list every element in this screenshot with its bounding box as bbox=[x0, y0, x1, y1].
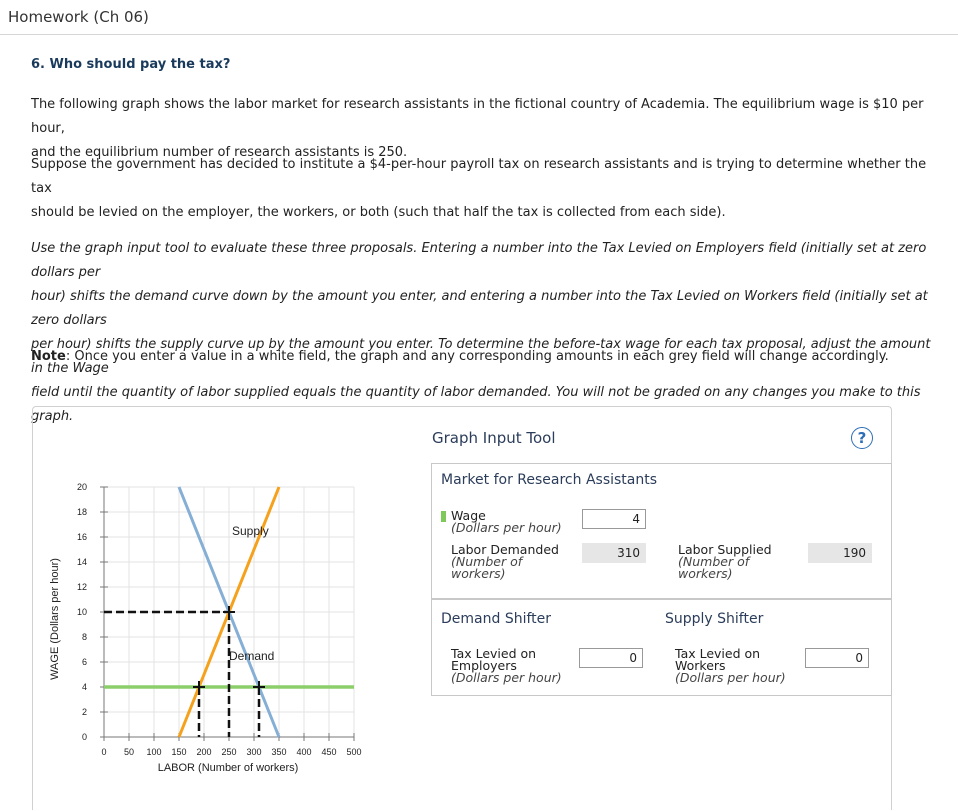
paragraph-line: Use the graph input tool to evaluate these three proposals. Entering a number into the Tax Levied on Employers field (initially set at zero dollars per bbox=[31, 241, 927, 280]
x-tick-label: 100 bbox=[146, 747, 162, 757]
help-icon[interactable]: ? bbox=[851, 427, 873, 449]
labor-supplied-label-group bbox=[678, 544, 772, 580]
labor-supplied-unit-1: (Number of bbox=[678, 554, 750, 569]
question-title: 6. Who should pay the tax? bbox=[31, 57, 231, 72]
supply-shifter-title: Supply Shifter bbox=[665, 611, 764, 627]
y-tick-label: 6 bbox=[81, 657, 87, 667]
labor-demanded-value: 310 bbox=[582, 543, 646, 563]
labor-demanded-unit-1: (Number of bbox=[451, 554, 523, 569]
y-tick-label: 8 bbox=[81, 632, 87, 642]
wage-label: Wage bbox=[451, 508, 486, 523]
graph-input-figure bbox=[32, 406, 892, 810]
x-tick-label: 150 bbox=[171, 747, 187, 757]
labor-demanded-label-group bbox=[451, 544, 559, 580]
x-tick-label: 450 bbox=[321, 747, 337, 757]
employer-tax-unit: (Dollars per hour) bbox=[451, 670, 562, 685]
employer-tax-label-1: Tax Levied on bbox=[451, 646, 537, 661]
worker-tax-label-group bbox=[675, 648, 786, 684]
wage-label-group bbox=[451, 510, 562, 534]
worker-tax-label-1: Tax Levied on bbox=[675, 646, 761, 661]
x-tick-label: 200 bbox=[196, 747, 212, 757]
paragraph-line: Suppose the government has decided to institute a $4-per-hour payroll tax on research assistants and is trying to determine whether the tax bbox=[31, 157, 927, 196]
x-tick-label: 500 bbox=[346, 747, 362, 757]
y-tick-label: 14 bbox=[76, 557, 87, 567]
market-panel-title: Market for Research Assistants bbox=[441, 472, 658, 488]
y-tick-label: 18 bbox=[76, 507, 87, 517]
demand-shifter-title: Demand Shifter bbox=[441, 611, 552, 627]
supply-label: Supply bbox=[232, 524, 269, 538]
page-header bbox=[0, 0, 958, 35]
labor-supplied-value: 190 bbox=[808, 543, 872, 563]
worker-tax-label-2: Workers bbox=[675, 658, 726, 673]
note bbox=[31, 345, 941, 369]
labor-market-chart[interactable] bbox=[33, 407, 413, 811]
wage-unit: (Dollars per hour) bbox=[451, 520, 562, 535]
worker-tax-input[interactable]: 0 bbox=[805, 648, 869, 668]
labor-supplied-label: Labor Supplied bbox=[678, 542, 772, 557]
paragraph-instructions bbox=[31, 237, 941, 429]
paragraph-line: per hour) shifts the supply curve up by the amount you enter. To determine the before-tax wage for each tax proposal, adjust the amount in the Wage bbox=[31, 337, 931, 376]
y-tick-label: 4 bbox=[81, 682, 87, 692]
shifter-panel bbox=[431, 599, 892, 696]
y-tick-label: 12 bbox=[76, 582, 87, 592]
paragraph-line: hour) shifts the demand curve down by the amount you enter, and entering a number into the Tax Levied on Workers field (initially set at zero dollars bbox=[31, 289, 928, 328]
assignment-title: Homework (Ch 06) bbox=[8, 8, 149, 26]
y-tick-label: 10 bbox=[76, 607, 87, 617]
y-tick-label: 16 bbox=[76, 532, 87, 542]
x-tick-label: 250 bbox=[221, 747, 237, 757]
employer-tax-input[interactable]: 0 bbox=[579, 648, 643, 668]
worker-tax-unit: (Dollars per hour) bbox=[675, 670, 786, 685]
labor-supplied-unit-2: workers) bbox=[678, 566, 733, 581]
x-tick-label: 300 bbox=[246, 747, 262, 757]
employer-tax-label-2: Employers bbox=[451, 658, 517, 673]
labor-demanded-label: Labor Demanded bbox=[451, 542, 559, 557]
x-tick-label: 50 bbox=[123, 747, 135, 757]
paragraph-line: field until the quantity of labor supplied equals the quantity of labor demanded. You will not be graded on any changes you make to this graph. bbox=[31, 385, 921, 424]
x-tick-label: 400 bbox=[296, 747, 312, 757]
paragraph-line: The following graph shows the labor market for research assistants in the fictional country of Academia. The equilibrium wage is $10 per hour, bbox=[31, 97, 924, 136]
labor-demanded-unit-2: workers) bbox=[451, 566, 506, 581]
note-label: Note bbox=[31, 349, 66, 364]
wage-swatch bbox=[441, 511, 446, 522]
y-tick-label: 0 bbox=[81, 732, 87, 742]
paragraph-line: should be levied on the employer, the workers, or both (such that half the tax is collected from each side). bbox=[31, 205, 726, 220]
employer-tax-label-group bbox=[451, 648, 562, 684]
chart-ticks bbox=[77, 482, 362, 757]
tool-title: Graph Input Tool bbox=[432, 429, 556, 447]
y-tick-label: 20 bbox=[76, 482, 87, 492]
demand-label: Demand bbox=[229, 649, 275, 663]
x-axis-label: LABOR (Number of workers) bbox=[157, 762, 299, 774]
y-axis-label: WAGE (Dollars per hour) bbox=[49, 558, 61, 680]
paragraph-line: and the equilibrium number of research assistants is 250. bbox=[31, 145, 408, 160]
wage-input[interactable]: 4 bbox=[582, 509, 646, 529]
paragraph-tax bbox=[31, 153, 941, 225]
y-tick-label: 2 bbox=[81, 707, 87, 717]
market-panel bbox=[431, 463, 892, 599]
x-tick-label: 350 bbox=[271, 747, 287, 757]
note-text: : Once you enter a value in a white field, the graph and any corresponding amounts in each grey field will change accordingly. bbox=[65, 349, 889, 364]
x-tick-label: 0 bbox=[101, 747, 107, 757]
